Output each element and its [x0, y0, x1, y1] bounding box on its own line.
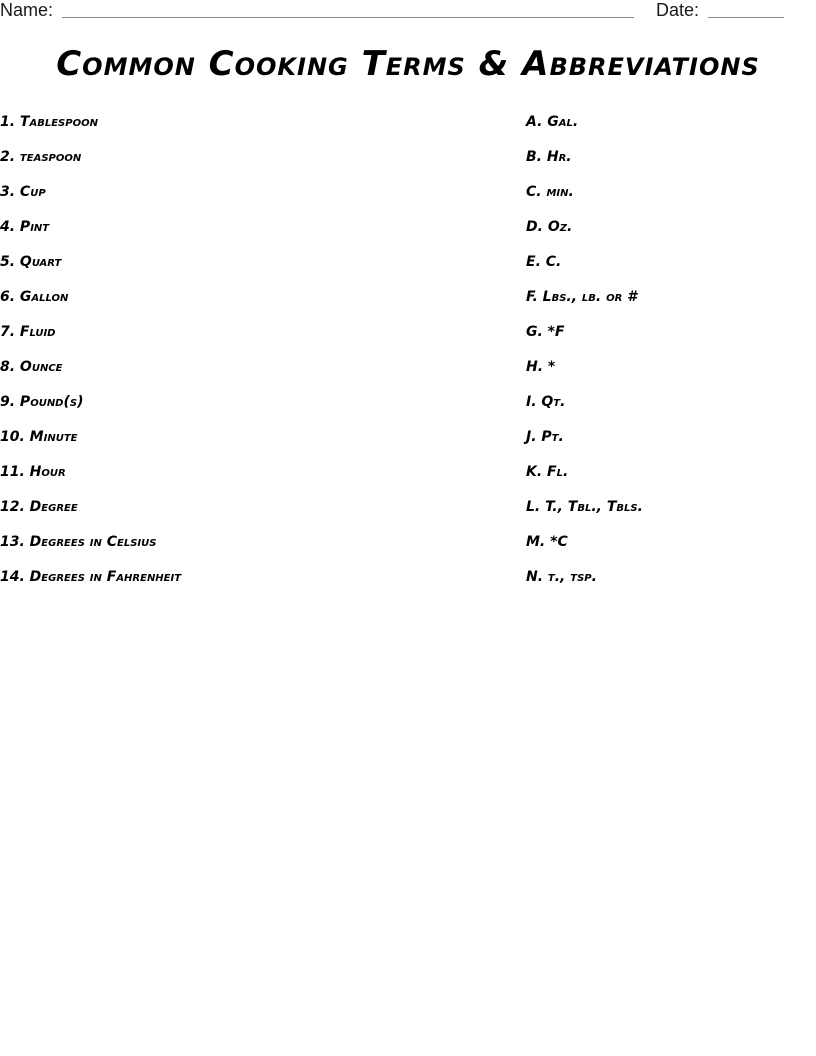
term-item: 14. Degrees in Fahrenheit [0, 569, 182, 585]
abbreviation-item: L. T., Tbl., Tbls. [526, 499, 643, 515]
term-item: 9. Pound(s) [0, 394, 84, 410]
term-item: 4. Pint [0, 219, 50, 235]
term-item: 10. Minute [0, 429, 78, 445]
abbreviation-item: H. * [526, 359, 556, 375]
abbreviation-item: A. Gal. [526, 114, 579, 130]
date-label: Date: [656, 0, 700, 20]
name-field-line[interactable] [62, 17, 634, 18]
worksheet-header [0, 0, 816, 24]
term-item: 7. Fluid [0, 324, 56, 340]
abbreviation-item: D. Oz. [526, 219, 573, 235]
term-item: 13. Degrees in Celsius [0, 534, 157, 550]
term-item: 2. teaspoon [0, 149, 82, 165]
abbreviation-item: I. Qt. [526, 394, 566, 410]
term-item: 5. Quart [0, 254, 62, 270]
term-item: 12. Degree [0, 499, 78, 515]
abbreviations-list [526, 112, 643, 602]
abbreviation-item: B. Hr. [526, 149, 572, 165]
abbreviation-item: J. Pt. [526, 429, 564, 445]
abbreviation-item: G. *F [526, 324, 565, 340]
abbreviation-item: K. Fl. [526, 464, 569, 480]
name-label: Name: [0, 0, 54, 20]
terms-list [0, 112, 181, 602]
term-item: 8. Ounce [0, 359, 63, 375]
abbreviation-item: E. C. [526, 254, 562, 270]
term-item: 6. Gallon [0, 289, 69, 305]
term-item: 3. Cup [0, 184, 46, 200]
term-item: 1. Tablespoon [0, 114, 98, 130]
page-title: Common Cooking Terms & Abbreviations [56, 44, 760, 84]
abbreviation-item: M. *C [526, 534, 568, 550]
abbreviation-item: C. min. [526, 184, 574, 200]
term-item: 11. Hour [0, 464, 66, 480]
abbreviation-item: N. t., tsp. [526, 569, 597, 585]
date-field-line[interactable] [708, 17, 784, 18]
abbreviation-item: F. Lbs., lb. or # [526, 289, 637, 305]
